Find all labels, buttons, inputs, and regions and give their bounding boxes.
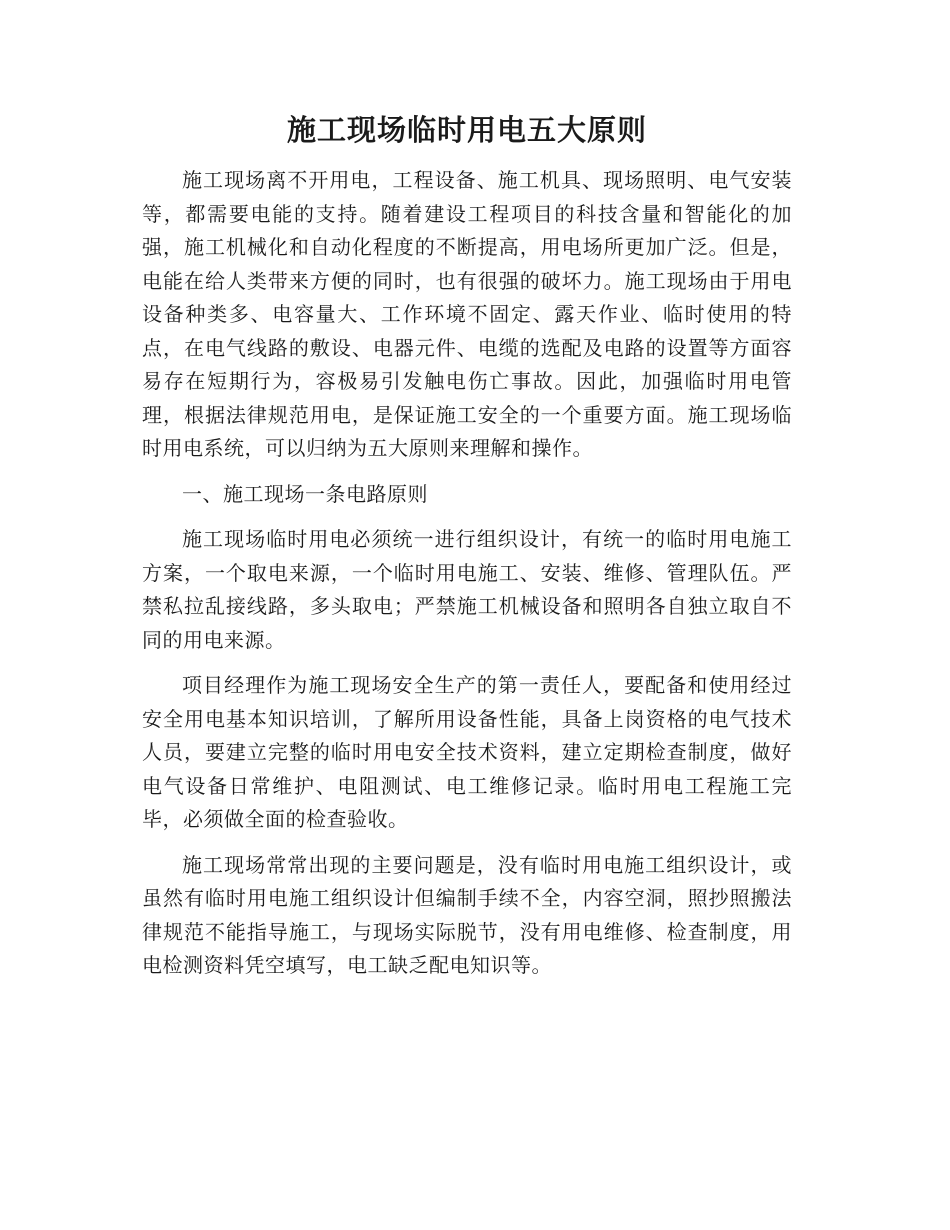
document-page <box>142 108 792 983</box>
intro-paragraph: 施工现场离不开用电，工程设备、施工机具、现场照明、电气安装等，都需要电能的支持。随着建设工程项目的科技含量和智能化的加强，施工机械化和自动化程度的不断提高，用电场所更加广泛。但是，电能在给人类带来方便的同时，也有很强的破坏力。施工现场由于用电设备种类多、电容量大、工作环境不固定、露天作业、临时使用的特点，在电气线路的敷设、电器元件、电缆的选配及电路的设置等方面容易存在短期行为，容极易引发触电伤亡事故。因此，加强临时用电管理，根据法律规范用电，是保证施工安全的一个重要方面。施工现场临时用电系统，可以归纳为五大原则来理解和操作。 <box>142 168 792 460</box>
section-paragraph-3: 施工现场常常出现的主要问题是，没有临时用电施工组织设计，或虽然有临时用电施工组织设计但编制手续不全，内容空洞，照抄照搬法律规范不能指导施工，与现场实际脱节，没有用电维修、检查制度，用电检测资料凭空填写，电工缺乏配电知识等。 <box>142 852 792 977</box>
section-heading: 一、施工现场一条电路原则 <box>182 481 428 506</box>
document-title: 施工现场临时用电五大原则 <box>286 113 647 147</box>
section-paragraph-1: 施工现场临时用电必须统一进行组织设计，有统一的临时用电施工方案，一个取电来源，一个临时用电施工、安装、维修、管理队伍。严禁私拉乱接线路，多头取电；严禁施工机械设备和照明各自独立取自不同的用电来源。 <box>142 527 792 652</box>
section-paragraph-2: 项目经理作为施工现场安全生产的第一责任人，要配备和使用经过安全用电基本知识培训，了解所用设备性能，具备上岗资格的电气技术人员，要建立完整的临时用电安全技术资料，建立定期检查制度，做好电气设备日常维护、电阻测试、电工维修记录。临时用电工程施工完毕，必须做全面的检查验收。 <box>142 673 792 831</box>
